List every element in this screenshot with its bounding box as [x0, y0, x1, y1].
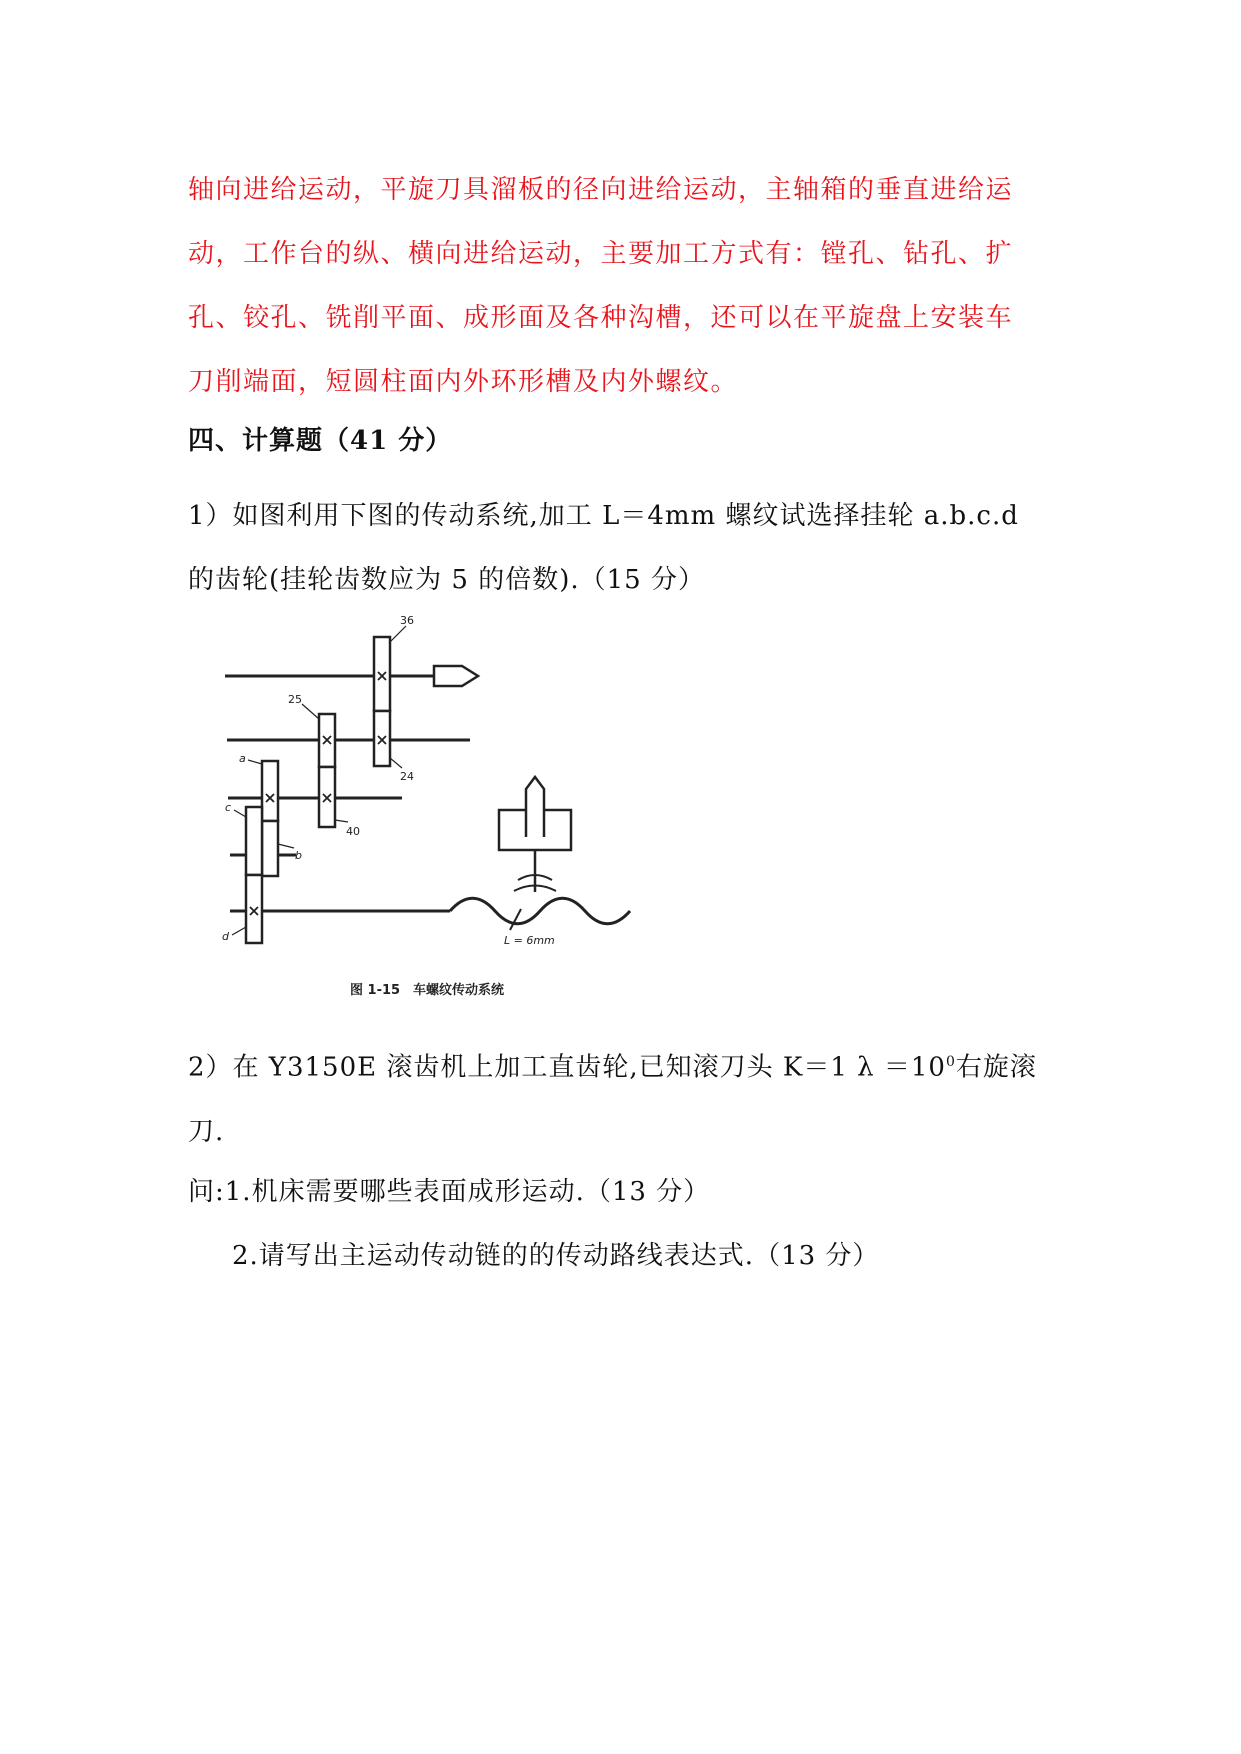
gear-b: [262, 821, 278, 876]
label-25: 25: [288, 693, 302, 706]
leader-a: [248, 760, 262, 764]
label-a: a: [239, 752, 246, 765]
question-1: [188, 484, 1068, 612]
question-2: [188, 1030, 1068, 1164]
question-1-line: 1）如图利用下图的传动系统,加工 L＝4mm 螺纹试选择挂轮 a.b.c.d: [188, 501, 1019, 531]
question-2-text-tail: 右旋滚: [955, 1052, 1037, 1083]
question-2-text: 2）在 Y3150E 滚齿机上加工直齿轮,已知滚刀头 K＝1 λ ＝10: [188, 1052, 946, 1083]
label-36: 36: [400, 614, 414, 627]
label-c: c: [225, 801, 232, 814]
answer-line: 动，工作台的纵、横向进给运动，主要加工方式有：镗孔、钻孔、扩: [188, 239, 1014, 269]
answer-line: 孔、铰孔、铣削平面、成形面及各种沟槽，还可以在平旋盘上安装车: [188, 303, 1014, 333]
gear-c: [246, 807, 262, 875]
gear-24: [374, 711, 390, 766]
threading-tool: [526, 777, 544, 837]
leader-b: [278, 844, 294, 848]
sub-question-2: 2.请写出主运动传动链的的传动路线表达式.（13 分）: [232, 1241, 880, 1271]
question-1-line: 的齿轮(挂轮齿数应为 5 的倍数).（15 分）: [188, 565, 705, 595]
leader-36: [390, 626, 406, 642]
label-d: d: [222, 930, 229, 943]
gear-train-diagram: [210, 612, 710, 1012]
leader-c: [234, 810, 246, 817]
gear-36: [374, 637, 390, 711]
lead-screw-thread: [450, 898, 630, 924]
label-24: 24: [400, 770, 414, 783]
leader-d: [232, 927, 246, 935]
label-b: b: [295, 849, 302, 862]
leader-40: [335, 820, 348, 822]
leader-24: [390, 758, 402, 768]
answer-text-block: [188, 158, 1068, 414]
figure-caption: 图 1-15 车螺纹传动系统: [350, 983, 505, 998]
sub-question-1: 问:1.机床需要哪些表面成形运动.（13 分）: [188, 1177, 711, 1207]
gear-d: [246, 875, 262, 943]
answer-line: 轴向进给运动，平旋刀具溜板的径向进给运动，主轴箱的垂直进给运: [188, 175, 1014, 205]
spindle-cone: [434, 666, 478, 686]
gear-train-figure: [210, 612, 710, 1012]
degree-superscript: 0: [945, 1054, 956, 1070]
gear-a: [262, 761, 278, 821]
answer-line: 刀削端面，短圆柱面内外环形槽及内外螺纹。: [188, 367, 739, 397]
leader-25: [302, 704, 319, 719]
section-heading: 四、计算题（41 分）: [188, 426, 453, 456]
label-40: 40: [346, 825, 360, 838]
label-lead: L = 6mm: [504, 934, 555, 947]
question-2-line: 刀.: [188, 1116, 225, 1147]
question-2-line: [188, 1030, 1068, 1100]
